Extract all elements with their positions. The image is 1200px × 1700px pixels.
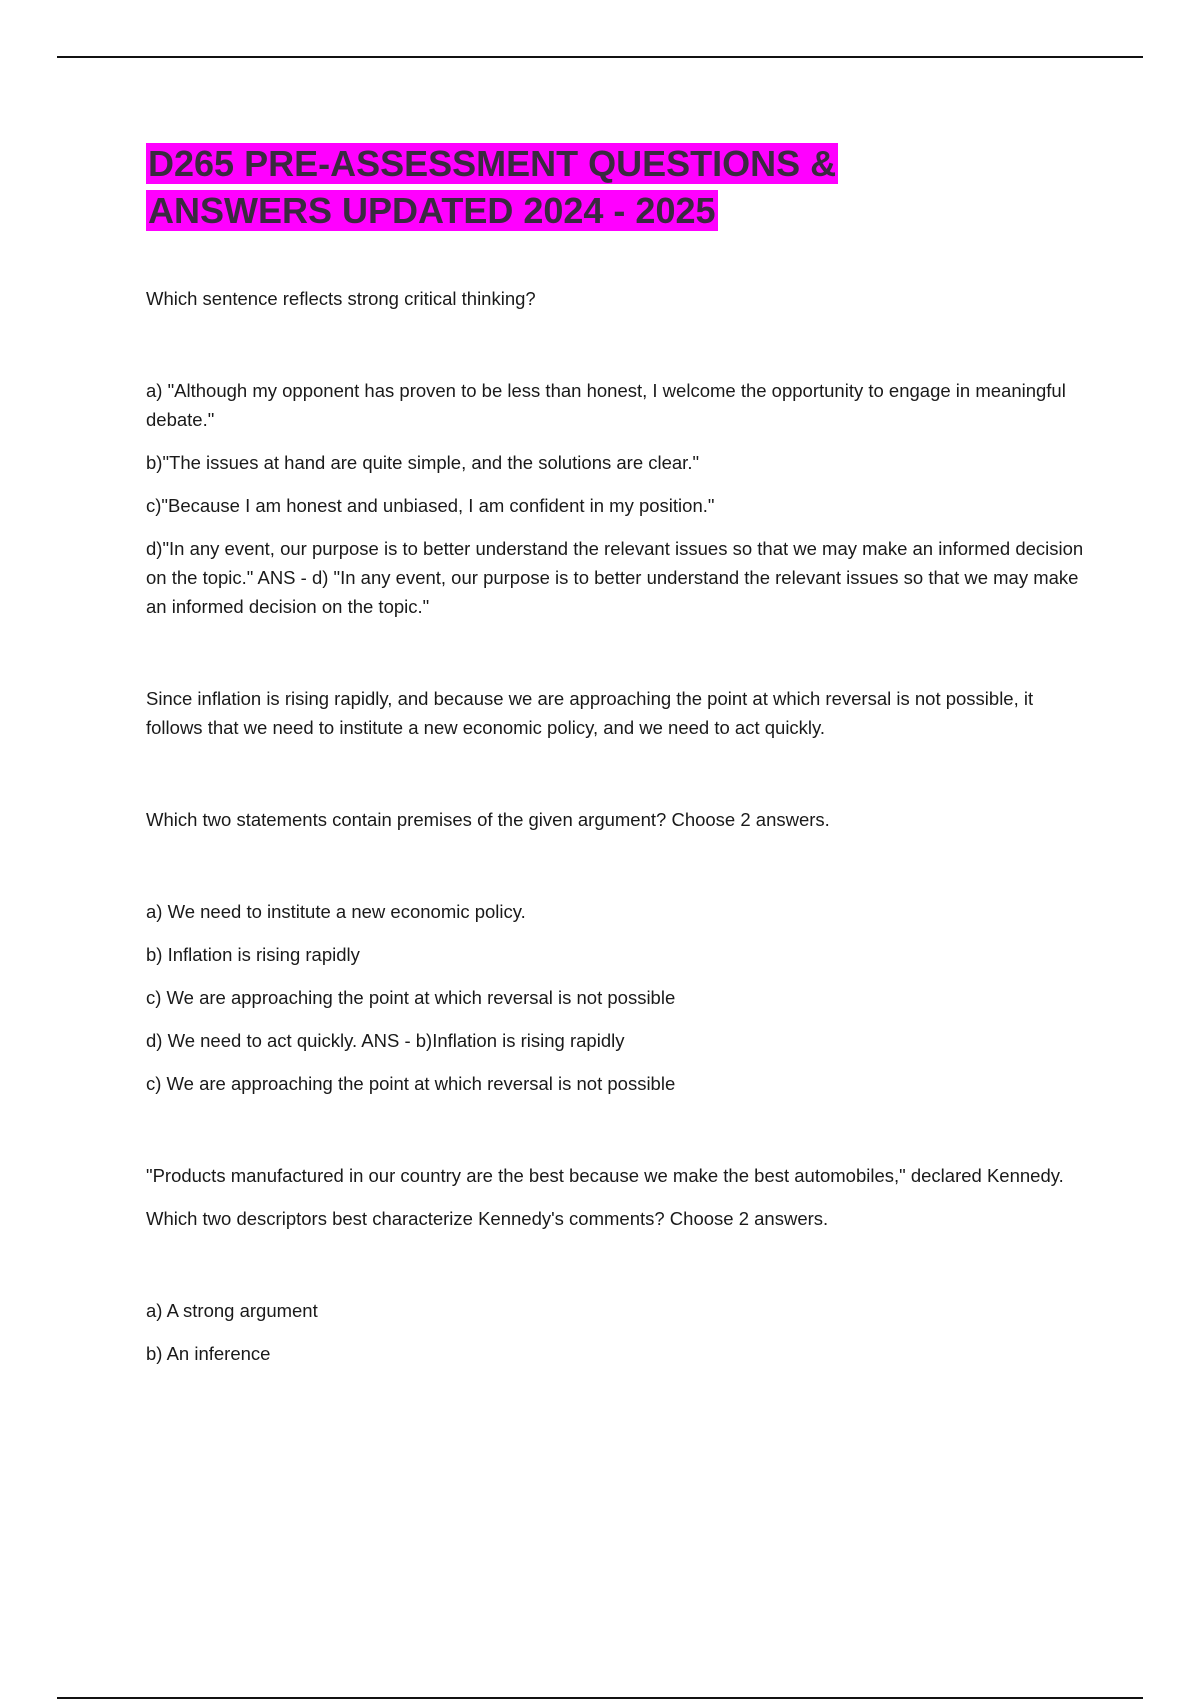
q3-passage: "Products manufactured in our country are the best because we make the best automobiles," declared Kennedy. bbox=[146, 1165, 1064, 1186]
q2-answer-continued: c) We are approaching the point at which reversal is not possible bbox=[146, 1073, 676, 1094]
q1-option-b: b)"The issues at hand are quite simple, and the solutions are clear." bbox=[146, 452, 700, 473]
question-3 bbox=[146, 1161, 1086, 1368]
document-body bbox=[146, 140, 1086, 1368]
q2-prompt: Which two statements contain premises of the given argument? Choose 2 answers. bbox=[146, 809, 830, 830]
q1-prompt: Which sentence reflects strong critical thinking? bbox=[146, 288, 536, 309]
q3-option-a: a) A strong argument bbox=[146, 1300, 318, 1321]
top-rule bbox=[57, 56, 1143, 58]
title-line-1: D265 PRE-ASSESSMENT QUESTIONS & bbox=[148, 143, 837, 184]
q2-option-d-answer: d) We need to act quickly. ANS - b)Inflation is rising rapidly bbox=[146, 1030, 625, 1051]
bottom-rule bbox=[57, 1697, 1143, 1699]
q1-option-d-answer: d)"In any event, our purpose is to better understand the relevant issues so that we may make an informed decision on the topic." ANS - d) "In any event, our purpose is to better understand the relevant issues so that we may make an informed decision on the topic." bbox=[146, 538, 1084, 617]
document-title bbox=[146, 140, 1086, 234]
q2-option-b: b) Inflation is rising rapidly bbox=[146, 944, 360, 965]
q1-option-a: a) "Although my opponent has proven to be less than honest, I welcome the opportunity to engage in meaningful debate." bbox=[146, 380, 1066, 430]
q2-passage: Since inflation is rising rapidly, and because we are approaching the point at which reversal is not possible, it follows that we need to institute a new economic policy, and we need to act quickly. bbox=[146, 688, 1034, 738]
question-2 bbox=[146, 684, 1086, 1098]
q2-option-c: c) We are approaching the point at which reversal is not possible bbox=[146, 987, 676, 1008]
q2-option-a: a) We need to institute a new economic policy. bbox=[146, 901, 526, 922]
q3-prompt: Which two descriptors best characterize Kennedy's comments? Choose 2 answers. bbox=[146, 1208, 829, 1229]
q3-option-b: b) An inference bbox=[146, 1343, 271, 1364]
q1-option-c: c)"Because I am honest and unbiased, I am confident in my position." bbox=[146, 495, 715, 516]
question-1 bbox=[146, 284, 1086, 621]
title-line-2: ANSWERS UPDATED 2024 - 2025 bbox=[148, 190, 716, 231]
